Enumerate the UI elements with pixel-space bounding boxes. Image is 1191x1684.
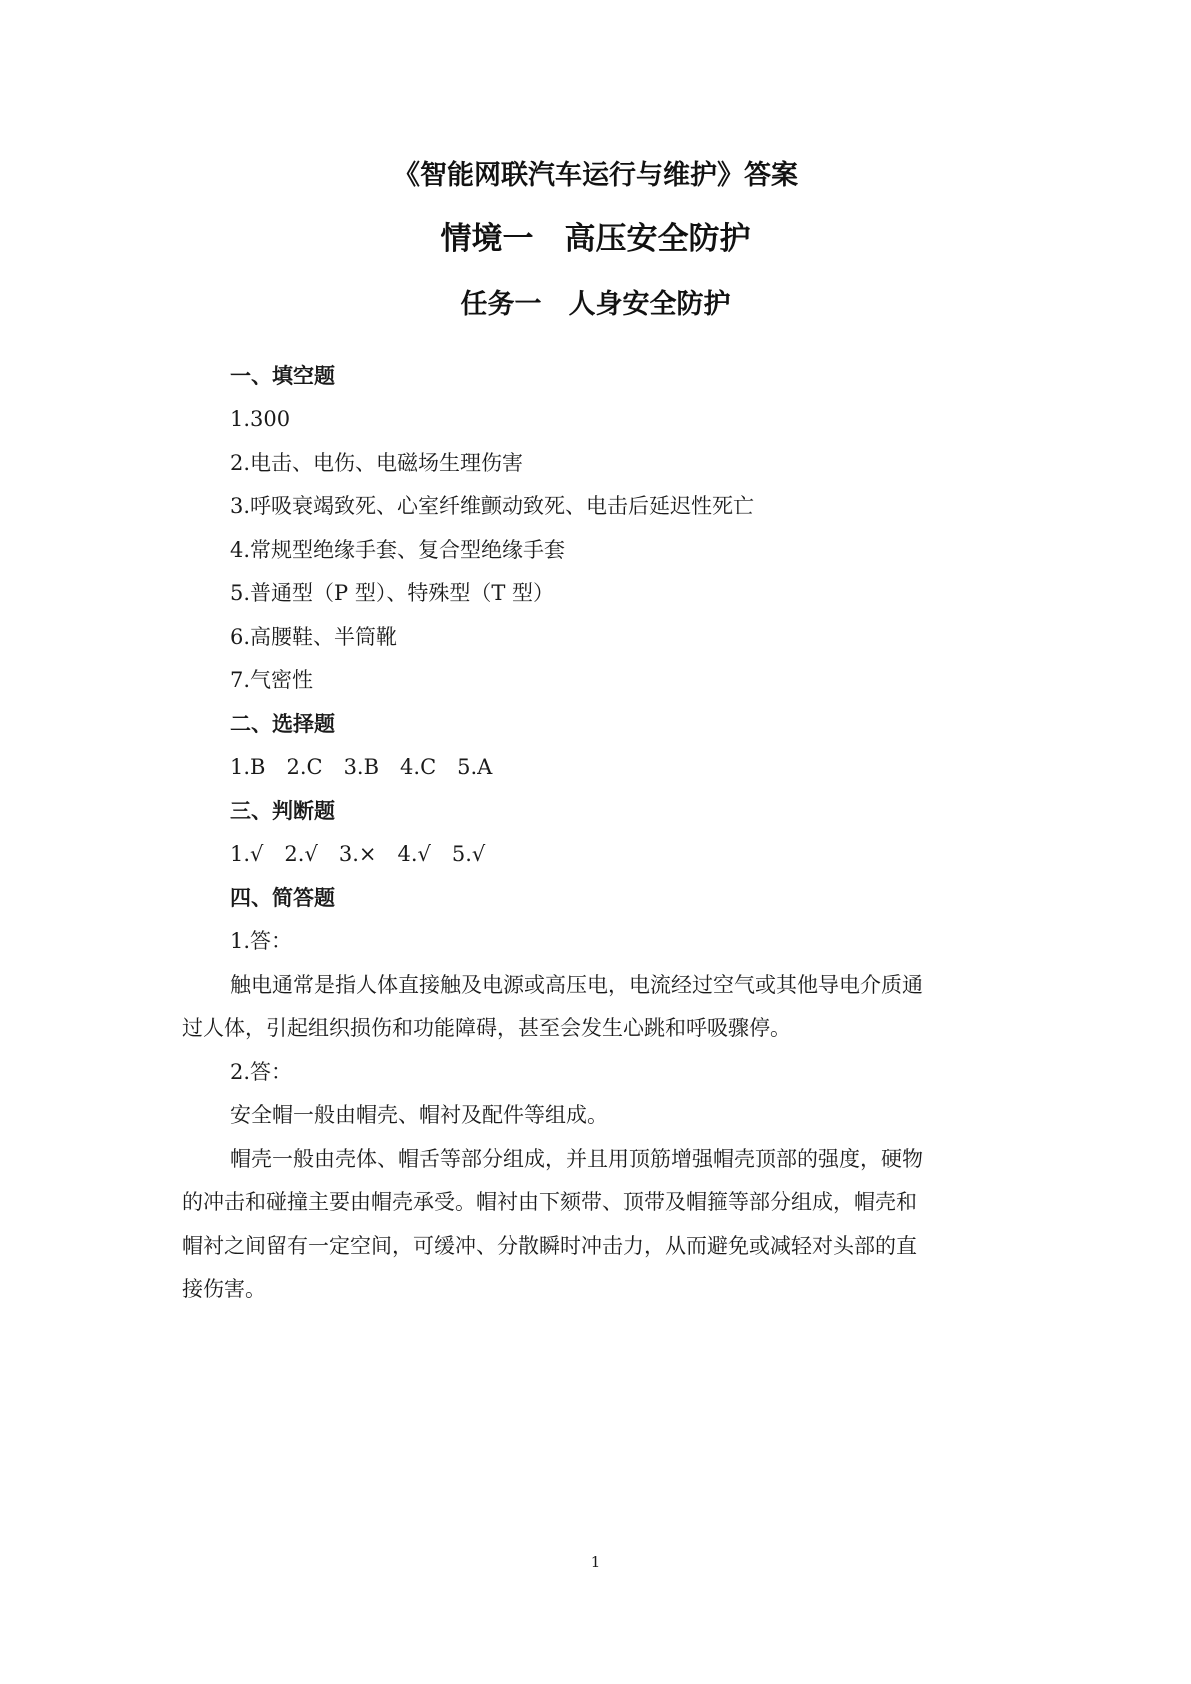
answer-text: 帽衬之间留有一定空间，可缓冲、分散瞬时冲击力，从而避免或减轻对头部的直 — [182, 1234, 917, 1258]
section-heading-short-answer: 四、简答题 — [230, 886, 335, 910]
fill-blank-answer: 2.电击、电伤、电磁场生理伤害 — [230, 451, 524, 475]
section-heading-fill-blank: 一、填空题 — [230, 364, 335, 388]
answer-text: 安全帽一般由帽壳、帽衬及配件等组成。 — [230, 1103, 608, 1127]
fill-blank-answer: 5.普通型（P 型）、特殊型（T 型） — [230, 581, 555, 605]
task-heading: 任务一 人身安全防护 — [460, 289, 731, 320]
answer-text: 的冲击和碰撞主要由帽壳承受。帽衬由下颏带、顶带及帽箍等部分组成，帽壳和 — [182, 1190, 917, 1214]
section-heading-judgment: 三、判断题 — [230, 799, 335, 823]
fill-blank-answer: 3.呼吸衰竭致死、心室纤维颤动致死、电击后延迟性死亡 — [230, 494, 755, 518]
answer-label: 1.答： — [230, 929, 293, 953]
judgment-answers: 1.√ 2.√ 3.× 4.√ 5.√ — [230, 842, 486, 866]
answer-label: 2.答： — [230, 1060, 293, 1084]
section-heading-choice: 二、选择题 — [230, 712, 335, 736]
answer-text: 接伤害。 — [182, 1277, 266, 1301]
fill-blank-answer: 6.高腰鞋、半筒靴 — [230, 625, 398, 649]
fill-blank-answer: 1.300 — [230, 407, 291, 431]
document-title: 《智能网联汽车运行与维护》答案 — [393, 160, 798, 191]
page-number: 1 — [590, 1553, 601, 1571]
answer-text: 过人体，引起组织损伤和功能障碍，甚至会发生心跳和呼吸骤停。 — [182, 1016, 791, 1040]
fill-blank-answer: 4.常规型绝缘手套、复合型绝缘手套 — [230, 538, 566, 562]
choice-answers: 1.B 2.C 3.B 4.C 5.A — [230, 755, 493, 779]
answer-text: 触电通常是指人体直接触及电源或高压电，电流经过空气或其他导电介质通 — [230, 973, 923, 997]
fill-blank-answer: 7.气密性 — [230, 668, 314, 692]
answer-text: 帽壳一般由壳体、帽舌等部分组成，并且用顶筋增强帽壳顶部的强度，硬物 — [230, 1147, 923, 1171]
chapter-heading: 情境一 高压安全防护 — [440, 221, 751, 257]
